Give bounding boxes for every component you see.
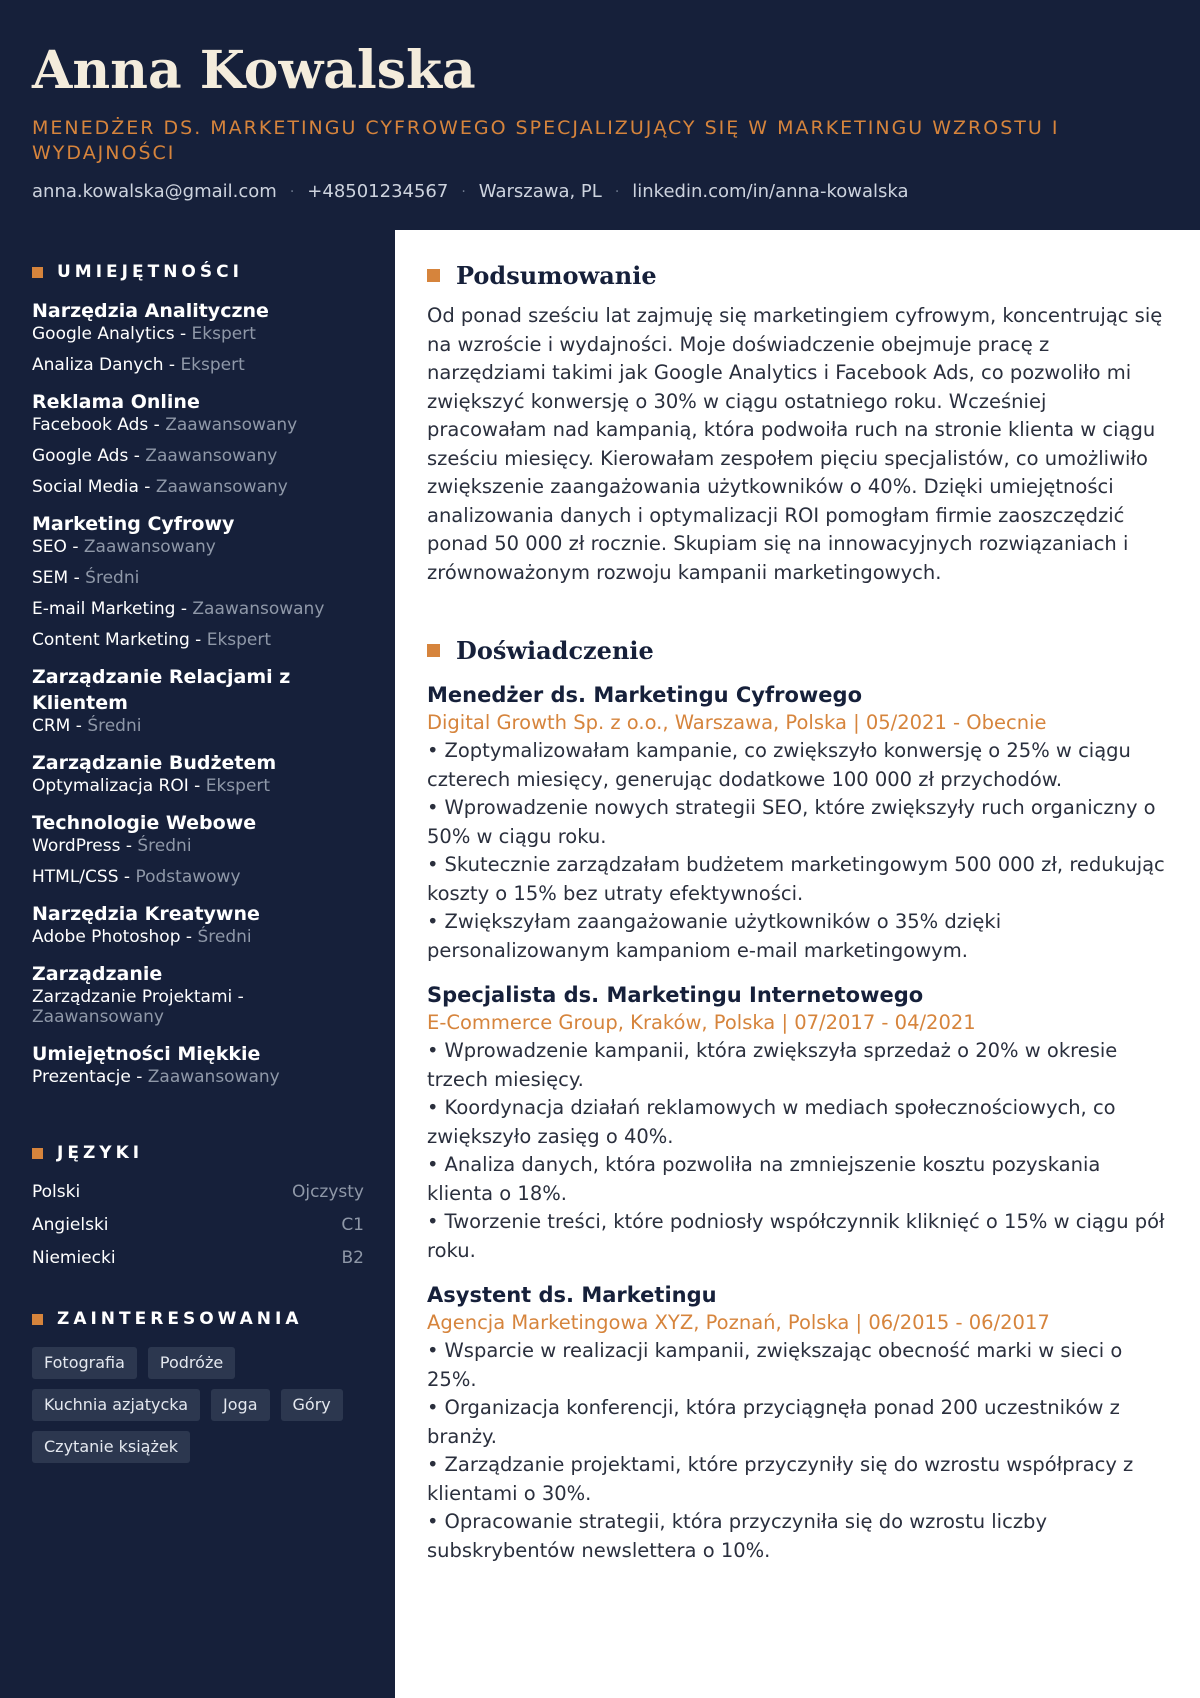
- skills-section: [32, 258, 364, 1087]
- summary-heading: [427, 258, 1167, 292]
- language-row: [32, 1181, 364, 1203]
- interest-tag: Joga: [211, 1389, 269, 1421]
- languages-heading: [32, 1139, 364, 1167]
- language-name: Polski: [32, 1182, 81, 1202]
- job-bullet: • Wsparcie w realizacji kampanii, zwiększając obecność marki w sieci o 25%.: [427, 1337, 1167, 1394]
- skill-item: [32, 776, 364, 796]
- job-bullet: • Wprowadzenie kampanii, która zwiększyła sprzedaż o 20% w okresie trzech miesięcy.: [427, 1037, 1167, 1094]
- skill-name: HTML/CSS: [32, 867, 119, 887]
- main-content: [427, 258, 1167, 1565]
- skill-level: Ekspert: [180, 355, 245, 375]
- job-company-dates: Digital Growth Sp. z o.o., Warszawa, Polska | 05/2021 - Obecnie: [427, 711, 1047, 734]
- job-bullets: [427, 1037, 1167, 1265]
- interest-tag: Kuchnia azjatycka: [32, 1389, 200, 1421]
- languages-list: [32, 1181, 364, 1269]
- skills-list: [32, 298, 364, 1087]
- skill-separator: -: [180, 599, 187, 619]
- contact-separator: ·: [614, 184, 620, 200]
- summary-heading-label: Podsumowanie: [456, 260, 657, 290]
- headline: MENEDŻER DS. MARKETINGU CYFROWEGO SPECJALIZUJĄCY SIĘ W MARKETINGU WZROSTU I WYDAJNOŚCI: [32, 117, 1060, 164]
- skill-level: Ekspert: [191, 324, 256, 344]
- skill-level: Zaawansowany: [83, 537, 216, 557]
- interests-heading-label: ZAINTERESOWANIA: [57, 1309, 303, 1329]
- skill-item: [32, 324, 364, 344]
- skill-name: Analiza Danych: [32, 355, 164, 375]
- language-row: [32, 1247, 364, 1269]
- skill-separator: -: [168, 355, 176, 375]
- section-marker-icon: [427, 644, 440, 657]
- skill-category: Narzędzia Analityczne: [32, 300, 269, 322]
- skill-name: Google Analytics: [32, 324, 175, 344]
- skill-group: [32, 750, 364, 796]
- job-bullet: • Zwiększyłam zaangażowanie użytkowników o 35% dzięki personalizowanym kampaniom e-mail marketingowym.: [427, 908, 1167, 965]
- skill-level: Zaawansowany: [155, 477, 288, 497]
- skill-separator: -: [72, 537, 79, 557]
- experience-section: [427, 633, 1167, 1565]
- section-marker-icon: [32, 1314, 43, 1325]
- job-bullets: [427, 737, 1167, 965]
- language-row: [32, 1214, 364, 1236]
- skill-separator: -: [195, 630, 202, 650]
- skill-name: Social Media: [32, 477, 139, 497]
- skill-item: [32, 477, 364, 497]
- skill-group: [32, 298, 364, 375]
- skill-name: Zarządzanie Projektami: [32, 987, 233, 1007]
- skill-separator: -: [179, 324, 187, 344]
- skill-name: E-mail Marketing: [32, 599, 176, 619]
- contact-separator: ·: [461, 184, 466, 200]
- skill-separator: -: [136, 1067, 143, 1087]
- skill-item: [32, 355, 364, 375]
- skill-separator: -: [123, 867, 131, 887]
- skills-heading: [32, 258, 364, 286]
- skill-item: [32, 537, 364, 557]
- job-entry: [427, 1281, 1167, 1565]
- skill-level: Zaawansowany: [147, 1067, 280, 1087]
- languages-heading-label: JĘZYKI: [57, 1143, 144, 1163]
- skill-item: [32, 1067, 364, 1087]
- job-company-dates: E-Commerce Group, Kraków, Polska | 07/2017 - 04/2021: [427, 1011, 976, 1034]
- jobs-list: [427, 681, 1167, 1565]
- job-bullet: • Wprowadzenie nowych strategii SEO, które zwiększyły ruch organiczny o 50% w ciągu roku.: [427, 794, 1167, 851]
- contact-email[interactable]: anna.kowalska@gmail.com: [32, 181, 277, 202]
- job-bullet: • Analiza danych, która pozwoliła na zmniejszenie kosztu pozyskania klienta o 18%.: [427, 1151, 1167, 1208]
- job-bullet: • Zoptymalizowałam kampanie, co zwiększyło konwersję o 25% w ciągu czterech miesięcy, generując dodatkowe 100 000 zł przychodów.: [427, 737, 1167, 794]
- skill-category: Reklama Online: [32, 391, 200, 413]
- job-bullet: • Opracowanie strategii, która przyczyniła się do wzrostu liczby subskrybentów newslettera o 10%.: [427, 1508, 1167, 1565]
- job-bullet: • Zarządzanie projektami, które przyczyniły się do wzrostu współpracy z klientami o 30%.: [427, 1451, 1167, 1508]
- skill-name: SEM: [32, 568, 69, 588]
- language-level: C1: [341, 1215, 364, 1235]
- skill-level: Średni: [85, 568, 140, 588]
- skill-category: Umiejętności Miękkie: [32, 1043, 261, 1065]
- skill-level: Średni: [197, 927, 252, 947]
- skill-group: [32, 961, 364, 1027]
- skill-name: Facebook Ads: [32, 415, 149, 435]
- contact-separator: ·: [289, 184, 295, 200]
- experience-heading: [427, 633, 1167, 667]
- skill-category: Marketing Cyfrowy: [32, 513, 235, 535]
- skill-name: Google Ads: [32, 446, 129, 466]
- skill-category: Narzędzia Kreatywne: [32, 903, 260, 925]
- skill-separator: -: [194, 776, 201, 796]
- skill-level: Zaawansowany: [145, 446, 278, 466]
- skill-name: Adobe Photoshop: [32, 927, 181, 947]
- skill-item: [32, 568, 364, 588]
- skill-name: WordPress: [32, 836, 121, 856]
- skill-group: [32, 511, 364, 650]
- experience-heading-label: Doświadczenie: [456, 635, 654, 665]
- skill-name: Prezentacje: [32, 1067, 131, 1087]
- skill-level: Podstawowy: [135, 867, 241, 887]
- contact-row: [32, 180, 1162, 204]
- skill-name: Content Marketing: [32, 630, 190, 650]
- contact-linkedin[interactable]: linkedin.com/in/anna-kowalska: [632, 181, 909, 202]
- skill-name: Optymalizacja ROI: [32, 776, 189, 796]
- job-bullet: • Organizacja konferencji, która przyciągnęła ponad 200 uczestników z branży.: [427, 1394, 1167, 1451]
- skill-separator: -: [133, 446, 140, 466]
- job-bullet: • Tworzenie treści, które podniosły współczynnik kliknięć o 15% w ciągu pół roku.: [427, 1208, 1167, 1265]
- summary-section: [427, 258, 1167, 587]
- skill-item: [32, 599, 364, 619]
- summary-text: Od ponad sześciu lat zajmuję się marketingiem cyfrowym, koncentrując się na wzroście i wydajności. Moje doświadczenie obejmuje pracę z narzędziami takimi jak Google Analytics i Facebook Ads, co pozwoliło mi zwiększyć konwersję o 30% w ciągu ostatniego roku. Wcześniej pracowałam nad kampanią, która podwoiła ruch na stronie klienta w ciągu sześciu miesięcy. Kierowałam zespołem pięciu specjalistów, co umożliwiło zwiększenie zaangażowania użytkowników o 40%. Dzięki umiejętności analizowania danych i optymalizacji ROI pomogłam firmie zaoszczędzić ponad 50 000 zł rocznie. Skupiam się na innowacyjnych rozwiązaniach i zrównoważonym rozwoju kampanii marketingowych.: [427, 304, 1163, 584]
- language-name: Niemiecki: [32, 1248, 116, 1268]
- job-bullet: • Skutecznie zarządzałam budżetem marketingowym 500 000 zł, redukując koszty o 15% bez utraty efektywności.: [427, 851, 1167, 908]
- skill-item: [32, 987, 364, 1027]
- skill-separator: -: [125, 836, 132, 856]
- skill-level: Zaawansowany: [32, 1007, 164, 1027]
- interests-section: [32, 1305, 364, 1463]
- skill-separator: -: [237, 987, 244, 1007]
- skill-group: [32, 664, 364, 736]
- skill-level: Ekspert: [206, 630, 272, 650]
- interest-tag: Góry: [281, 1389, 343, 1421]
- job-entry: [427, 681, 1167, 965]
- job-title: Asystent ds. Marketingu: [427, 1283, 717, 1307]
- section-marker-icon: [32, 1148, 43, 1159]
- job-company-dates: Agencja Marketingowa XYZ, Poznań, Polska | 06/2015 - 06/2017: [427, 1311, 1050, 1334]
- skill-category: Zarządzanie: [32, 963, 163, 985]
- skill-separator: -: [75, 716, 82, 736]
- skill-group: [32, 1041, 364, 1087]
- skill-item: [32, 630, 364, 650]
- job-bullets: [427, 1337, 1167, 1565]
- job-title: Menedżer ds. Marketingu Cyfrowego: [427, 683, 862, 707]
- language-level: B2: [341, 1248, 364, 1268]
- sidebar: [32, 258, 364, 1463]
- skill-category: Zarządzanie Relacjami z Klientem: [32, 666, 291, 714]
- skill-separator: -: [185, 927, 193, 947]
- section-marker-icon: [32, 267, 43, 278]
- skill-item: [32, 836, 364, 856]
- candidate-name: Anna Kowalska: [32, 40, 476, 101]
- skill-item: [32, 716, 364, 736]
- languages-section: [32, 1139, 364, 1269]
- job-bullet: • Koordynacja działań reklamowych w mediach społecznościowych, co zwiększyło zasięg o 40%.: [427, 1094, 1167, 1151]
- skill-group: [32, 810, 364, 887]
- skill-separator: -: [73, 568, 80, 588]
- interest-tag: Fotografia: [32, 1347, 137, 1379]
- skill-separator: -: [153, 415, 160, 435]
- language-name: Angielski: [32, 1215, 109, 1235]
- skill-item: [32, 415, 364, 435]
- interest-tag: Czytanie książek: [32, 1431, 190, 1463]
- contact-location: Warszawa, PL: [478, 181, 602, 202]
- skill-category: Zarządzanie Budżetem: [32, 752, 277, 774]
- skill-level: Zaawansowany: [192, 599, 325, 619]
- skill-level: Średni: [137, 836, 192, 856]
- resume-header: [32, 40, 1162, 204]
- skill-name: SEO: [32, 537, 67, 557]
- skill-name: CRM: [32, 716, 71, 736]
- language-level: Ojczysty: [291, 1182, 364, 1202]
- job-title: Specjalista ds. Marketingu Internetowego: [427, 983, 924, 1007]
- skill-item: [32, 446, 364, 466]
- contact-phone[interactable]: +48501234567: [307, 181, 449, 202]
- job-entry: [427, 981, 1167, 1265]
- interest-tag: Podróże: [148, 1347, 235, 1379]
- skill-level: Ekspert: [205, 776, 271, 796]
- skill-category: Technologie Webowe: [32, 812, 257, 834]
- skill-item: [32, 927, 364, 947]
- skill-level: Średni: [87, 716, 142, 736]
- section-marker-icon: [427, 269, 440, 282]
- skill-group: [32, 389, 364, 497]
- skills-heading-label: UMIEJĘTNOŚCI: [57, 262, 243, 282]
- skill-group: [32, 901, 364, 947]
- interests-heading: [32, 1305, 364, 1333]
- skill-level: Zaawansowany: [165, 415, 298, 435]
- skill-separator: -: [144, 477, 151, 497]
- skill-item: [32, 867, 364, 887]
- interests-tags: [32, 1347, 362, 1463]
